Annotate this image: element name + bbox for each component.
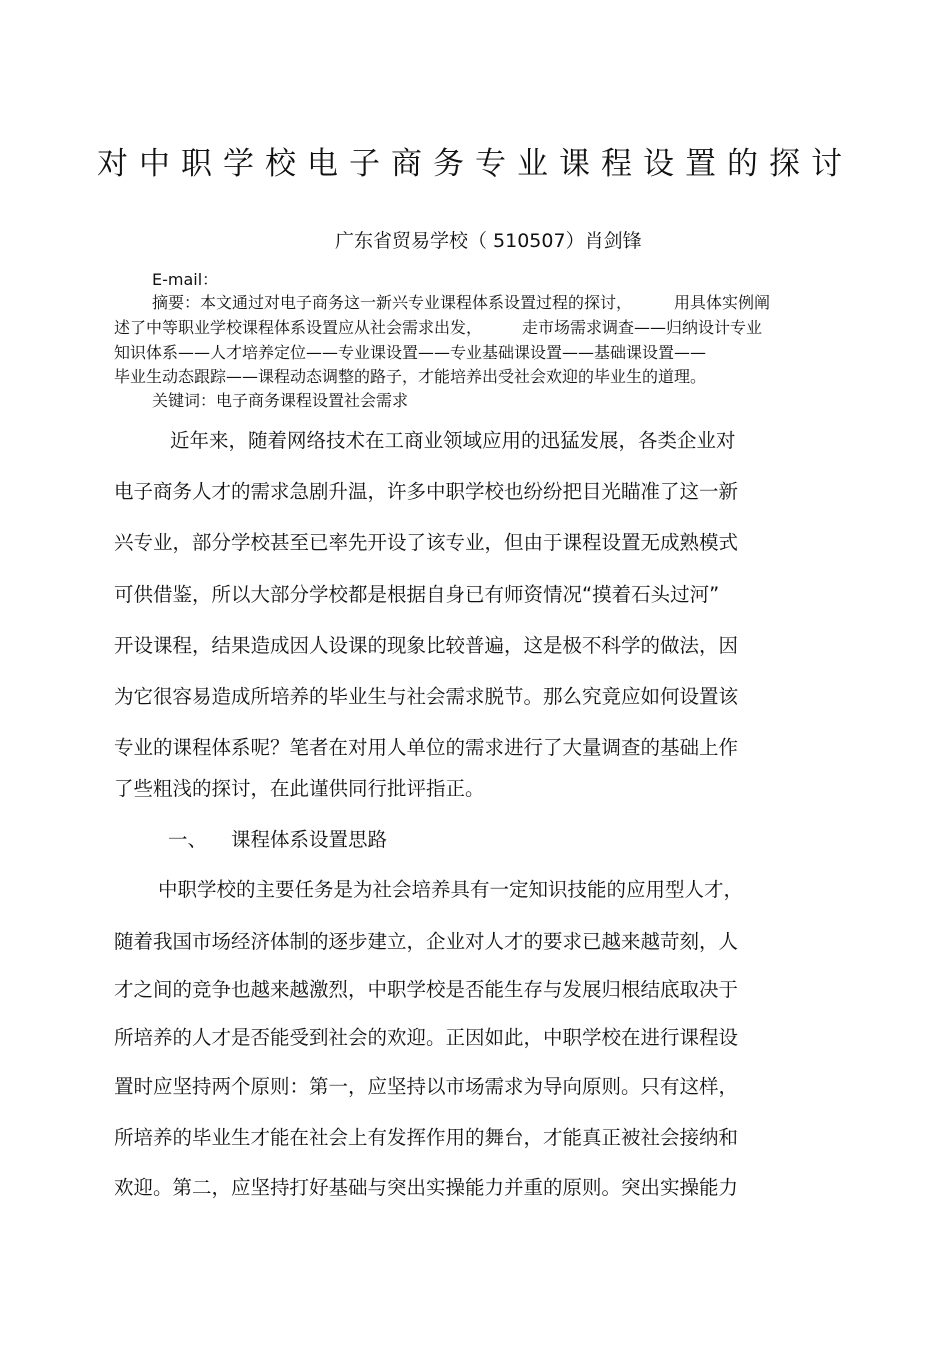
email-label: E-mail：: [152, 270, 219, 289]
body-line: 中职学校的主要任务是为社会培养具有一定知识技能的应用型人才，: [158, 878, 744, 901]
body-line: 电子商务人才的需求急剧升温，许多中职学校也纷纷把目光瞄准了这一新: [114, 480, 739, 503]
abstract-line-4: 毕业生动态跟踪——课程动态调整的路子，才能培养出受社会欢迎的毕业生的道理。: [114, 367, 707, 386]
section-number: 一、: [168, 828, 208, 851]
body-line: 所培养的毕业生才能在社会上有发挥作用的舞台，才能真正被社会接纳和: [114, 1126, 739, 1149]
body-line: 所培养的人才是否能受到社会的欢迎。正因如此，中职学校在进行课程设: [114, 1026, 739, 1049]
abstract-line-1b: 用具体实例阐: [674, 293, 771, 312]
section-title: 课程体系设置思路: [231, 828, 388, 851]
body-line: 为它很容易造成所培养的毕业生与社会需求脱节。那么究竟应如何设置该: [114, 685, 739, 708]
body-line: 欢迎。第二，应坚持打好基础与突出实操能力并重的原则。突出实操能力: [114, 1176, 739, 1199]
body-line: 置时应坚持两个原则：第一，应坚持以市场需求为导向原则。只有这样，: [114, 1075, 739, 1098]
body-line: 兴专业，部分学校甚至已率先开设了该专业，但由于课程设置无成熟模式: [114, 531, 739, 554]
abstract-line-3: 知识体系——人才培养定位——专业课设置——专业基础课设置——基础课设置——: [114, 343, 707, 362]
abstract-line: [114, 316, 762, 340]
body-line: 开设课程，结果造成因人设课的现象比较普遍，这是极不科学的做法，因: [114, 634, 739, 657]
document-title: 对中职学校电子商务专业课程设置的探讨: [97, 146, 853, 182]
body-line: 了些粗浅的探讨，在此谨供同行批评指正。: [114, 777, 485, 800]
abstract-line-2b: 走市场需求调查——归纳设计专业: [522, 318, 763, 337]
body-line: 可供借鉴，所以大部分学校都是根据自身已有师资情况“摸着石头过河”: [114, 583, 720, 606]
abstract-line-1a: 摘要：本文通过对电子商务这一新兴专业课程体系设置过程的探讨，: [152, 293, 633, 312]
section-heading: [168, 826, 387, 854]
keywords: 关键词：电子商务课程设置社会需求: [152, 391, 409, 410]
abstract-line: [152, 291, 770, 315]
abstract-line-2a: 述了中等职业学校课程体系设置应从社会需求出发，: [114, 318, 483, 337]
author-line: 广东省贸易学校（ 510507）肖剑锋: [335, 230, 642, 252]
body-line: 专业的课程体系呢？笔者在对用人单位的需求进行了大量调查的基础上作: [114, 736, 739, 759]
body-line: 才之间的竞争也越来越激烈，中职学校是否能生存与发展归根结底取决于: [114, 978, 739, 1001]
body-line: 随着我国市场经济体制的逐步建立，企业对人才的要求已越来越苛刻，人: [114, 930, 739, 953]
body-line: 近年来，随着网络技术在工商业领域应用的迅猛发展，各类企业对: [170, 429, 736, 452]
